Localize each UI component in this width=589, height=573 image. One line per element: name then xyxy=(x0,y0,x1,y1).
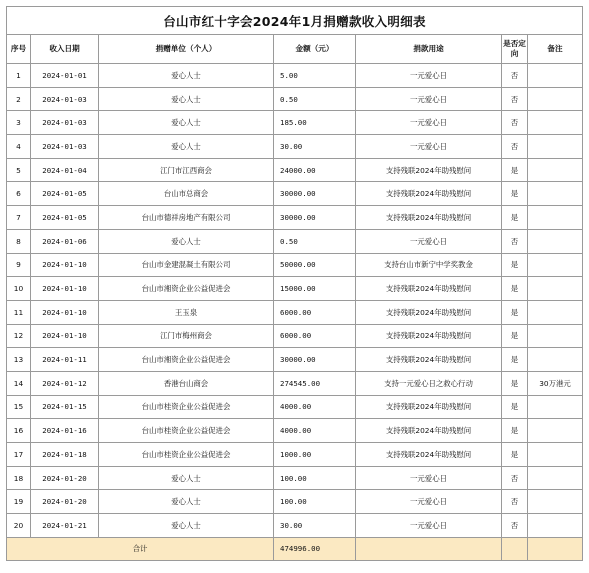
cell-seq: 9 xyxy=(7,253,31,277)
cell-use: 支持残联2024年助残慰问 xyxy=(356,206,502,230)
cell-directed: 否 xyxy=(502,135,528,159)
cell-use: 支持残联2024年助残慰问 xyxy=(356,324,502,348)
cell-use: 一元爱心日 xyxy=(356,87,502,111)
header-date: 收入日期 xyxy=(31,35,99,64)
cell-date: 2024-01-05 xyxy=(31,206,99,230)
cell-use: 支持残联2024年助残慰问 xyxy=(356,277,502,301)
cell-seq: 14 xyxy=(7,371,31,395)
cell-note xyxy=(528,111,583,135)
cell-seq: 13 xyxy=(7,348,31,372)
cell-date: 2024-01-10 xyxy=(31,300,99,324)
cell-amount: 5.00 xyxy=(274,64,356,88)
cell-date: 2024-01-18 xyxy=(31,443,99,467)
total-amount: 474996.00 xyxy=(274,537,356,560)
cell-amount: 4000.00 xyxy=(274,395,356,419)
cell-note xyxy=(528,300,583,324)
cell-directed: 否 xyxy=(502,514,528,538)
table-row xyxy=(7,87,583,111)
cell-note xyxy=(528,324,583,348)
cell-note xyxy=(528,229,583,253)
table-row xyxy=(7,324,583,348)
cell-unit: 爱心人士 xyxy=(99,87,274,111)
cell-date: 2024-01-01 xyxy=(31,64,99,88)
cell-directed: 是 xyxy=(502,395,528,419)
cell-unit: 爱心人士 xyxy=(99,64,274,88)
cell-amount: 30000.00 xyxy=(274,206,356,230)
cell-unit: 爱心人士 xyxy=(99,490,274,514)
cell-amount: 4000.00 xyxy=(274,419,356,443)
table-row xyxy=(7,277,583,301)
cell-seq: 18 xyxy=(7,466,31,490)
cell-seq: 2 xyxy=(7,87,31,111)
table-row xyxy=(7,466,583,490)
cell-use: 一元爱心日 xyxy=(356,514,502,538)
cell-seq: 10 xyxy=(7,277,31,301)
header-row xyxy=(7,35,583,64)
cell-note xyxy=(528,182,583,206)
header-seq: 序号 xyxy=(7,35,31,64)
cell-unit: 台山市德祥房地产有限公司 xyxy=(99,206,274,230)
cell-unit: 香港台山商会 xyxy=(99,371,274,395)
cell-note xyxy=(528,277,583,301)
cell-directed: 是 xyxy=(502,182,528,206)
cell-date: 2024-01-03 xyxy=(31,111,99,135)
cell-directed: 是 xyxy=(502,277,528,301)
table-row xyxy=(7,158,583,182)
cell-seq: 4 xyxy=(7,135,31,159)
cell-date: 2024-01-12 xyxy=(31,371,99,395)
cell-unit: 爱心人士 xyxy=(99,514,274,538)
cell-use: 一元爱心日 xyxy=(356,466,502,490)
cell-seq: 1 xyxy=(7,64,31,88)
cell-amount: 100.00 xyxy=(274,490,356,514)
table-row xyxy=(7,371,583,395)
cell-amount: 100.00 xyxy=(274,466,356,490)
table-row xyxy=(7,111,583,135)
cell-date: 2024-01-03 xyxy=(31,87,99,111)
cell-amount: 185.00 xyxy=(274,111,356,135)
table-row xyxy=(7,348,583,372)
total-label: 合计 xyxy=(7,537,274,560)
cell-unit: 台山市湘资企业公益促进会 xyxy=(99,348,274,372)
cell-date: 2024-01-21 xyxy=(31,514,99,538)
cell-seq: 19 xyxy=(7,490,31,514)
table-row xyxy=(7,182,583,206)
cell-unit: 爱心人士 xyxy=(99,111,274,135)
cell-date: 2024-01-11 xyxy=(31,348,99,372)
cell-use: 支持残联2024年助残慰问 xyxy=(356,348,502,372)
cell-date: 2024-01-15 xyxy=(31,395,99,419)
cell-use: 一元爱心日 xyxy=(356,111,502,135)
donation-sheet xyxy=(6,6,582,561)
cell-note xyxy=(528,514,583,538)
cell-note xyxy=(528,64,583,88)
cell-seq: 12 xyxy=(7,324,31,348)
cell-amount: 30000.00 xyxy=(274,182,356,206)
table-title: 台山市红十字会2024年1月捐赠款收入明细表 xyxy=(7,7,583,35)
cell-note xyxy=(528,158,583,182)
cell-use: 支持残联2024年助残慰问 xyxy=(356,443,502,467)
cell-date: 2024-01-10 xyxy=(31,253,99,277)
table-row xyxy=(7,229,583,253)
cell-seq: 20 xyxy=(7,514,31,538)
total-empty-directed xyxy=(502,537,528,560)
cell-unit: 爱心人士 xyxy=(99,135,274,159)
cell-date: 2024-01-06 xyxy=(31,229,99,253)
cell-date: 2024-01-16 xyxy=(31,419,99,443)
cell-note xyxy=(528,466,583,490)
cell-use: 支持残联2024年助残慰问 xyxy=(356,300,502,324)
cell-seq: 17 xyxy=(7,443,31,467)
cell-unit: 台山市金建混凝土有限公司 xyxy=(99,253,274,277)
cell-use: 支持残联2024年助残慰问 xyxy=(356,158,502,182)
cell-directed: 是 xyxy=(502,253,528,277)
cell-directed: 否 xyxy=(502,87,528,111)
table-row xyxy=(7,300,583,324)
cell-unit: 江门市江西商会 xyxy=(99,158,274,182)
table-row xyxy=(7,514,583,538)
total-row xyxy=(7,537,583,560)
cell-use: 一元爱心日 xyxy=(356,229,502,253)
cell-note xyxy=(528,395,583,419)
cell-directed: 是 xyxy=(502,443,528,467)
table-row xyxy=(7,443,583,467)
header-use: 捐款用途 xyxy=(356,35,502,64)
cell-note xyxy=(528,87,583,111)
cell-use: 一元爱心日 xyxy=(356,490,502,514)
cell-unit: 台山市桂资企业公益促进会 xyxy=(99,395,274,419)
cell-unit: 王玉泉 xyxy=(99,300,274,324)
cell-directed: 是 xyxy=(502,158,528,182)
cell-amount: 30.00 xyxy=(274,514,356,538)
cell-directed: 否 xyxy=(502,64,528,88)
cell-directed: 是 xyxy=(502,324,528,348)
cell-amount: 0.50 xyxy=(274,87,356,111)
cell-date: 2024-01-20 xyxy=(31,466,99,490)
cell-unit: 台山市湘资企业公益促进会 xyxy=(99,277,274,301)
cell-unit: 台山市桂资企业公益促进会 xyxy=(99,443,274,467)
cell-directed: 是 xyxy=(502,371,528,395)
cell-unit: 台山市桂资企业公益促进会 xyxy=(99,419,274,443)
table-row xyxy=(7,135,583,159)
cell-note xyxy=(528,348,583,372)
header-amount: 金额（元） xyxy=(274,35,356,64)
cell-unit: 江门市梅州商会 xyxy=(99,324,274,348)
cell-seq: 7 xyxy=(7,206,31,230)
cell-unit: 爱心人士 xyxy=(99,466,274,490)
cell-date: 2024-01-20 xyxy=(31,490,99,514)
cell-amount: 6000.00 xyxy=(274,300,356,324)
cell-date: 2024-01-03 xyxy=(31,135,99,159)
cell-directed: 是 xyxy=(502,348,528,372)
cell-directed: 否 xyxy=(502,466,528,490)
cell-use: 支持残联2024年助残慰问 xyxy=(356,182,502,206)
cell-unit: 台山市总商会 xyxy=(99,182,274,206)
total-empty-use xyxy=(356,537,502,560)
total-empty-note xyxy=(528,537,583,560)
cell-use: 支持一元爱心日之救心行动 xyxy=(356,371,502,395)
cell-seq: 15 xyxy=(7,395,31,419)
cell-amount: 30.00 xyxy=(274,135,356,159)
table-row xyxy=(7,419,583,443)
cell-directed: 是 xyxy=(502,300,528,324)
cell-use: 支持残联2024年助残慰问 xyxy=(356,419,502,443)
cell-seq: 5 xyxy=(7,158,31,182)
cell-seq: 6 xyxy=(7,182,31,206)
cell-date: 2024-01-10 xyxy=(31,324,99,348)
table-row xyxy=(7,64,583,88)
cell-directed: 是 xyxy=(502,419,528,443)
cell-use: 一元爱心日 xyxy=(356,135,502,159)
cell-seq: 8 xyxy=(7,229,31,253)
cell-amount: 15000.00 xyxy=(274,277,356,301)
cell-date: 2024-01-05 xyxy=(31,182,99,206)
cell-date: 2024-01-04 xyxy=(31,158,99,182)
cell-seq: 3 xyxy=(7,111,31,135)
cell-note xyxy=(528,490,583,514)
cell-amount: 0.50 xyxy=(274,229,356,253)
cell-note xyxy=(528,135,583,159)
cell-amount: 274545.00 xyxy=(274,371,356,395)
cell-note xyxy=(528,443,583,467)
cell-seq: 16 xyxy=(7,419,31,443)
table-row xyxy=(7,206,583,230)
cell-use: 支持台山市新宁中学奖教金 xyxy=(356,253,502,277)
cell-amount: 6000.00 xyxy=(274,324,356,348)
cell-seq: 11 xyxy=(7,300,31,324)
header-note: 备注 xyxy=(528,35,583,64)
cell-use: 支持残联2024年助残慰问 xyxy=(356,395,502,419)
cell-date: 2024-01-10 xyxy=(31,277,99,301)
cell-note xyxy=(528,253,583,277)
cell-amount: 24000.00 xyxy=(274,158,356,182)
cell-unit: 爱心人士 xyxy=(99,229,274,253)
cell-note: 30万港元 xyxy=(528,371,583,395)
header-unit: 捐赠单位（个人） xyxy=(99,35,274,64)
cell-directed: 否 xyxy=(502,111,528,135)
cell-directed: 是 xyxy=(502,206,528,230)
table-row xyxy=(7,490,583,514)
header-directed: 是否定向 xyxy=(502,35,528,64)
cell-note xyxy=(528,206,583,230)
cell-directed: 否 xyxy=(502,229,528,253)
cell-directed: 否 xyxy=(502,490,528,514)
table-row xyxy=(7,253,583,277)
cell-amount: 1000.00 xyxy=(274,443,356,467)
table-row xyxy=(7,395,583,419)
cell-note xyxy=(528,419,583,443)
cell-use: 一元爱心日 xyxy=(356,64,502,88)
donation-table xyxy=(6,6,583,561)
cell-amount: 30000.00 xyxy=(274,348,356,372)
cell-amount: 50000.00 xyxy=(274,253,356,277)
